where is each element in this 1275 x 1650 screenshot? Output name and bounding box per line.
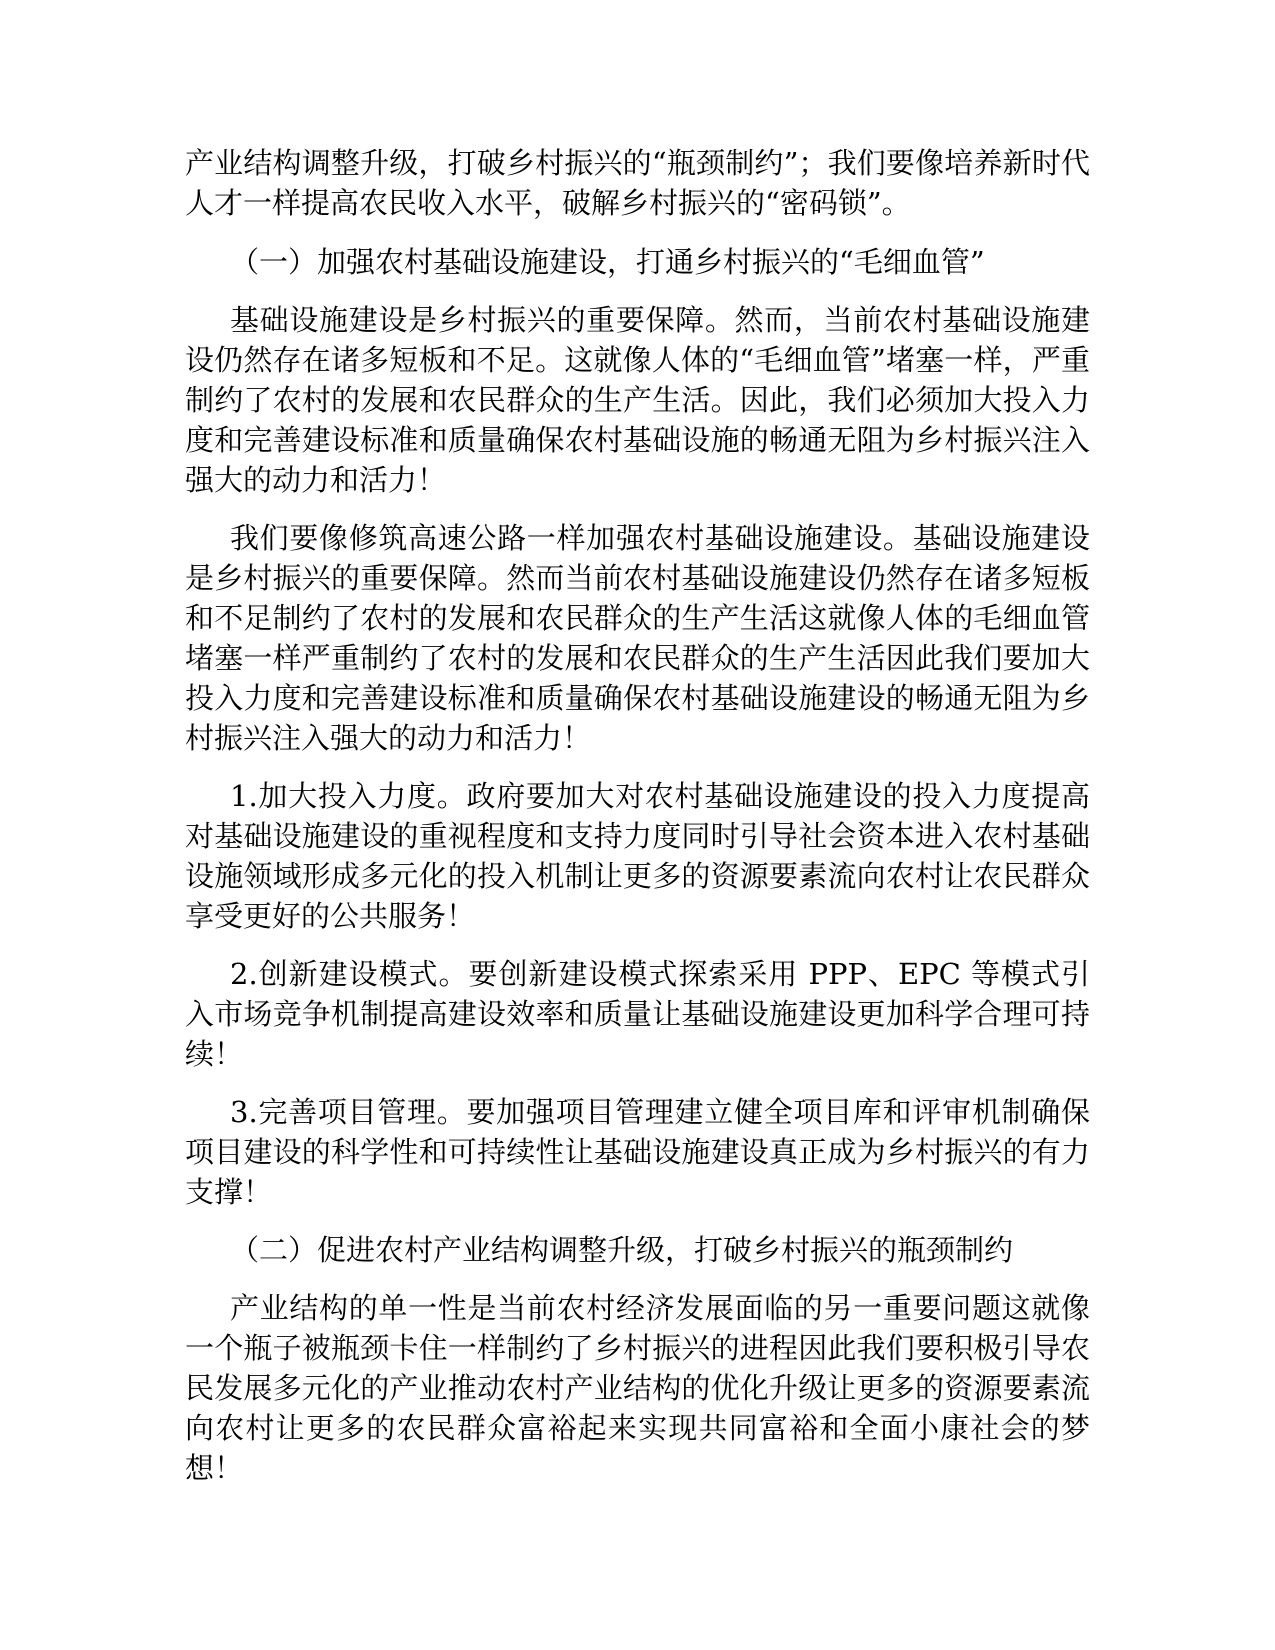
paragraph: 产业结构的单一性是当前农村经济发展面临的另一重要问题这就像一个瓶子被瓶颈卡住一样制约了乡村振兴的进程因此我们要积极引导农民发展多元化的产业推动农村产业结构的优化升级让更多的资源要素流向农村让更多的农民群众富裕起来实现共同富裕和全面小康社会的梦想！ — [185, 1291, 1090, 1485]
section-heading-2: （二）促进农村产业结构调整升级，打破乡村振兴的瓶颈制约 — [230, 1233, 1014, 1267]
document-body — [185, 143, 1090, 1506]
section-heading-1: （一）加强农村基础设施建设，打通乡村振兴的“毛细血管” — [230, 245, 985, 279]
paragraph: 我们要像修筑高速公路一样加强农村基础设施建设。基础设施建设是乡村振兴的重要保障。然而当前农村基础设施建设仍然存在诸多短板和不足制约了农村的发展和农民群众的生产生活这就像人体的毛细血管堵塞一样严重制约了农村的发展和农民群众的生产生活因此我们要加大投入力度和完善建设标准和质量确保农村基础设施建设的畅通无阻为乡村振兴注入强大的动力和活力！ — [185, 521, 1090, 755]
paragraph-continuation: 产业结构调整升级，打破乡村振兴的“瓶颈制约”；我们要像培养新时代人才一样提高农民收入水平，破解乡村振兴的“密码锁”。 — [185, 146, 1090, 220]
list-item-1: 1.加大投入力度。政府要加大对农村基础设施建设的投入力度提高对基础设施建设的重视程度和支持力度同时引导社会资本进入农村基础设施领域形成多元化的投入机制让更多的资源要素流向农村让农民群众享受更好的公共服务！ — [185, 779, 1090, 933]
paragraph: 基础设施建设是乡村振兴的重要保障。然而，当前农村基础设施建设仍然存在诸多短板和不足。这就像人体的“毛细血管”堵塞一样，严重制约了农村的发展和农民群众的生产生活。因此，我们必须加大投入力度和完善建设标准和质量确保农村基础设施的畅通无阻为乡村振兴注入强大的动力和活力！ — [185, 303, 1090, 497]
list-item-3: 3.完善项目管理。要加强项目管理建立健全项目库和评审机制确保项目建设的科学性和可持续性让基础设施建设真正成为乡村振兴的有力支撑！ — [185, 1095, 1090, 1209]
list-item-2: 2.创新建设模式。要创新建设模式探索采用 PPP、EPC 等模式引入市场竞争机制提高建设效率和质量让基础设施建设更加科学合理可持续！ — [185, 957, 1090, 1071]
